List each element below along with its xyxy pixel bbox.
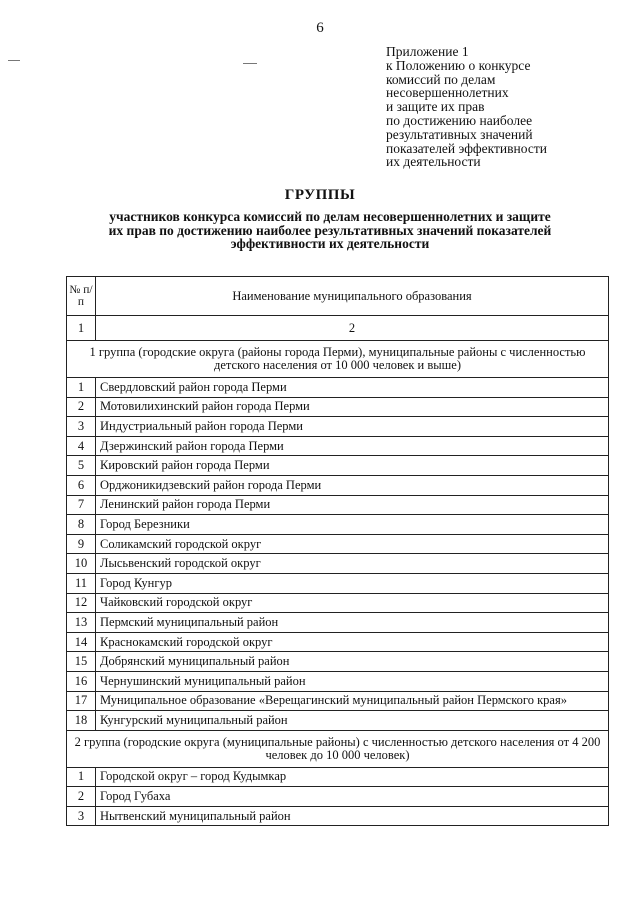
table-row (67, 593, 609, 613)
row-number: 2 (67, 397, 96, 417)
group-title-row (67, 730, 609, 767)
header-name: Наименование муниципального образования (96, 277, 609, 316)
municipality-name: Дзержинский район города Перми (96, 436, 609, 456)
row-number: 11 (67, 573, 96, 593)
municipality-name: Свердловский район города Перми (96, 378, 609, 398)
groups-table (66, 276, 609, 826)
municipality-name: Мотовилихинский район города Перми (96, 397, 609, 417)
appendix-line: Приложение 1 (386, 44, 469, 59)
row-number: 13 (67, 613, 96, 633)
row-number: 5 (67, 456, 96, 476)
municipality-name: Добрянский муниципальный район (96, 652, 609, 672)
appendix-block (386, 45, 547, 169)
row-number: 18 (67, 711, 96, 731)
row-number: 8 (67, 515, 96, 535)
municipality-name: Городской округ – город Кудымкар (96, 767, 609, 787)
header-num: № п/п (67, 277, 96, 316)
table-row (67, 767, 609, 787)
table-row (67, 534, 609, 554)
municipality-name: Чернушинский муниципальный район (96, 671, 609, 691)
municipality-name: Ленинский район города Перми (96, 495, 609, 515)
municipality-name: Кунгурский муниципальный район (96, 711, 609, 731)
column-number: 1 (67, 316, 96, 341)
row-number: 7 (67, 495, 96, 515)
municipality-name: Соликамский городской округ (96, 534, 609, 554)
table-row (67, 613, 609, 633)
table-row (67, 417, 609, 437)
row-number: 16 (67, 671, 96, 691)
group-title-row (67, 341, 609, 378)
row-number: 4 (67, 436, 96, 456)
table-row (67, 787, 609, 807)
column-number-row (67, 316, 609, 341)
table-row (67, 573, 609, 593)
municipality-name: Пермский муниципальный район (96, 613, 609, 633)
municipality-name: Нытвенский муниципальный район (96, 806, 609, 826)
subtitle-line: участников конкурса комиссий по делам несовершеннолетних и защите (109, 209, 551, 224)
group-title: 1 группа (городские округа (районы города Перми), муниципальные районы с численностью детского населения от 10 000 человек и выше) (67, 341, 609, 378)
row-number: 1 (67, 378, 96, 398)
row-number: 9 (67, 534, 96, 554)
appendix-line: результативных значений (386, 126, 533, 142)
municipality-name: Краснокамский городской округ (96, 632, 609, 652)
appendix-line: показателей эффективности (386, 140, 547, 156)
table-row (67, 711, 609, 731)
scan-mark (243, 63, 257, 64)
row-number: 3 (67, 806, 96, 826)
table-row (67, 806, 609, 826)
subtitle-line: эффективности их деятельности (230, 236, 430, 251)
municipality-name: Город Губаха (96, 787, 609, 807)
appendix-line: несовершеннолетних (386, 85, 509, 101)
municipality-name: Кировский район города Перми (96, 456, 609, 476)
table-row (67, 378, 609, 398)
row-number: 1 (67, 767, 96, 787)
column-number: 2 (96, 316, 609, 341)
row-number: 10 (67, 554, 96, 574)
table-row (67, 652, 609, 672)
table-row (67, 671, 609, 691)
document-title: ГРУППЫ (284, 187, 356, 203)
appendix-line: по достижению наиболее (386, 112, 533, 128)
table-row (67, 515, 609, 535)
municipality-name: Индустриальный район города Перми (96, 417, 609, 437)
municipality-name: Муниципальное образование «Верещагинский муниципальный район Пермского края» (96, 691, 609, 711)
table-row (67, 436, 609, 456)
row-number: 2 (67, 787, 96, 807)
appendix-line: и защите их прав (386, 99, 485, 115)
row-number: 17 (67, 691, 96, 711)
table-row (67, 632, 609, 652)
municipality-name: Город Кунгур (96, 573, 609, 593)
row-number: 14 (67, 632, 96, 652)
table-row (67, 691, 609, 711)
table-row (67, 495, 609, 515)
page-number: 6 (316, 20, 324, 36)
municipality-name: Орджоникидзевский район города Перми (96, 475, 609, 495)
table-header-row (67, 277, 609, 316)
scan-mark (8, 60, 20, 61)
municipality-name: Чайковский городской округ (96, 593, 609, 613)
table-row (67, 397, 609, 417)
appendix-line: их деятельности (386, 154, 481, 170)
table-row (67, 475, 609, 495)
group-title: 2 группа (городские округа (муниципальные районы) с численностью детского населения от 4 200 человек до 10 000 человек) (67, 730, 609, 767)
appendix-line: комиссий по делам (386, 71, 496, 87)
row-number: 15 (67, 652, 96, 672)
table-row (67, 456, 609, 476)
appendix-line: к Положению о конкурсе (386, 57, 531, 73)
row-number: 6 (67, 475, 96, 495)
table-row (67, 554, 609, 574)
municipality-name: Лысьвенский городской округ (96, 554, 609, 574)
subtitle-line: их прав по достижению наиболее результативных значений показателей (108, 222, 552, 238)
row-number: 3 (67, 417, 96, 437)
municipality-name: Город Березники (96, 515, 609, 535)
row-number: 12 (67, 593, 96, 613)
document-subtitle (60, 210, 600, 251)
